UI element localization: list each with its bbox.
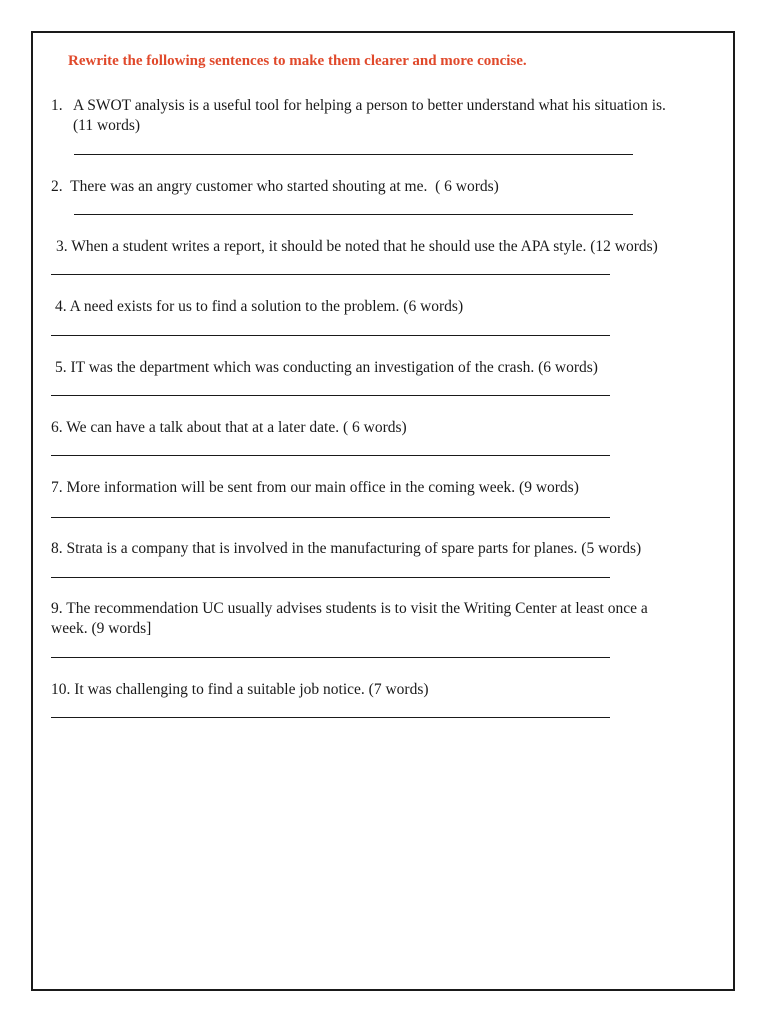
question-text: 9. The recommendation UC usually advises students is to visit the Writing Center at least once a <box>51 600 648 617</box>
question-2 <box>51 177 499 197</box>
question-9 <box>51 599 648 639</box>
question-4 <box>55 297 463 317</box>
word-count: (11 words) <box>73 117 141 134</box>
question-5 <box>55 358 598 378</box>
answer-line-7 <box>51 517 610 518</box>
question-10 <box>51 680 429 700</box>
question-3 <box>56 237 658 257</box>
instruction-heading: Rewrite the following sentences to make them clearer and more concise. <box>68 53 527 69</box>
question-1 <box>51 96 666 136</box>
worksheet-frame <box>31 31 735 991</box>
question-text: 6. We can have a talk about that at a later date. ( 6 words) <box>51 419 407 436</box>
answer-line-10 <box>51 717 610 718</box>
question-text: 10. It was challenging to find a suitable job notice. (7 words) <box>51 681 429 698</box>
question-6 <box>51 418 407 438</box>
question-text-continued: week. (9 words] <box>51 620 152 637</box>
question-text: 3. When a student writes a report, it should be noted that he should use the APA style. (12 words) <box>56 238 658 255</box>
question-text: 8. Strata is a company that is involved in the manufacturing of spare parts for planes. (5 words) <box>51 540 642 557</box>
question-text: 4. A need exists for us to find a solution to the problem. (6 words) <box>55 298 464 315</box>
question-number: 1. <box>51 97 63 114</box>
answer-line-5 <box>51 395 610 396</box>
question-8 <box>51 539 641 559</box>
question-text: 2. There was an angry customer who started shouting at me. ( 6 words) <box>51 178 499 195</box>
question-text: 7. More information will be sent from our main office in the coming week. (9 words) <box>51 479 579 496</box>
answer-line-3 <box>51 274 610 275</box>
answer-line-4 <box>51 335 610 336</box>
answer-line-8 <box>51 577 610 578</box>
answer-line-2 <box>74 214 633 215</box>
answer-line-6 <box>51 455 610 456</box>
answer-line-1 <box>74 154 633 155</box>
answer-line-9 <box>51 657 610 658</box>
question-text: 5. IT was the department which was conducting an investigation of the crash. (6 words) <box>55 359 598 376</box>
question-7 <box>51 478 579 498</box>
question-text: A SWOT analysis is a useful tool for helping a person to better understand what his situation is. <box>73 97 666 114</box>
